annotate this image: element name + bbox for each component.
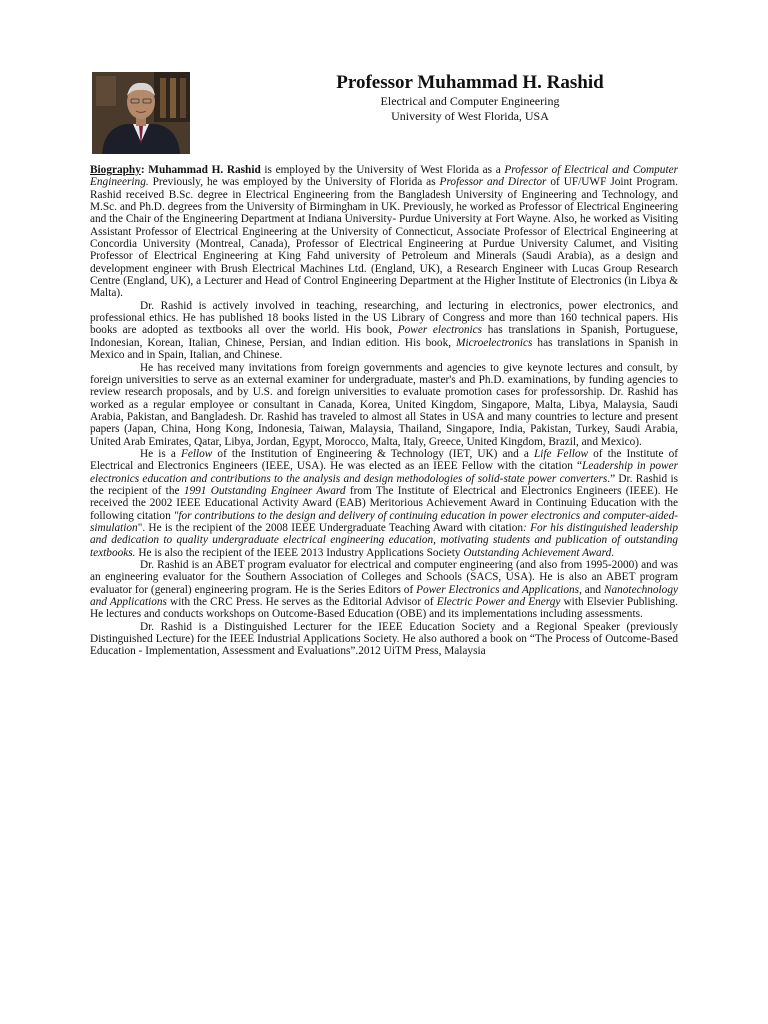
header [250,72,690,124]
bio-text: Professor of Electrical and Computer Engineering. [90,164,679,189]
bio-text: He is a [140,447,181,460]
bio-text: Electric Power and Energy [436,596,561,609]
bio-text: from The Institute of Electrical and Electronics Engineers (IEEE). He received the 2002 IEEE Educational Activity Award (EAB) Meritorious Achievement Award in Continuing Education with the following citation [90,484,678,522]
person-name: Professor Muhammad H. Rashid [336,72,604,93]
bio-paragraph-6 [90,621,678,658]
bio-text: Professor and Director [439,176,547,189]
bio-text: "for contributions to the design and delivery of continuing education in power electronics and computer-aided-simulation [90,509,678,534]
bio-text: : [140,164,149,176]
portrait-photo [92,72,190,154]
bio-text: Dr. Rashid is actively involved in teaching, researching, and lecturing in electronics, power electronics, and professional ethics. He has published 18 books listed in the US Library of Congress and more than 160 technical papers. His books are adopted as textbooks all over the world. His book, [90,299,678,337]
bio-text: ". He is the recipient of the 2008 IEEE Undergraduate Teaching Award with citation [137,521,524,534]
portrait-image [92,72,190,154]
bio-text: He is also the recipient of the IEEE 2013 Industry Applications Society [135,546,464,559]
bio-paragraph-5 [90,559,678,621]
biography [90,164,678,658]
bio-text: Power Electronics and Applications [416,583,580,596]
bio-text: Leadership in power electronics education and contributions to the analysis and design methodologies of solid-state power converters [90,460,678,485]
bio-text: Fellow [180,447,213,460]
bio-text: He has received many invitations from foreign governments and agencies to give keynote lectures and consult, by foreign universities to serve as an external examiner for undergraduate, master's and Ph.D. examinations, by funding agencies to review research proposals, and by U.S. and foreign universities to evaluate promotion cases for professorship. Dr. Rashid has worked as a regular employee or consultant in Canada, Korea, United Kingdom, Singapore, Malta, Libya, Malaysia, Saudi Arabia, Pakistan, and Bangladesh. Dr. Rashid has traveled to almost all States in USA and many countries to lecture and present papers (Japan, China, Hong Kong, Indonesia, Taiwan, Malaysia, Thailand, Singapore, India, Pakistan, Turkey, Saudi Arabia, United Arab Emirates, Qatar, Libya, Jordan, Egypt, Morocco, Malta, Italy, Greece, United Kingdom, Brazil, and Mexico). [90,361,678,448]
bio-text: is employed by the University of West Florida as a [260,164,505,176]
bio-text: of UF/UWF Joint Program. Rashid received B.Sc. degree in Electrical Engineering from the Bangladesh University of Engineering and Technology, and M.Sc. and Ph.D. degrees from the University of Birmingham in UK. Previously, he worked as Professor of Electrical Engineering and the Chair of the Engineering Department at Indiana University- Purdue University at Fort Wayne. Also, he worked as Visiting Assistant Professor of Electrical Engineering at the University of Connecticut, Associate Professor of Electrical Engineering at Concordia University (Montreal, Canada), Professor of Electrical Engineering at Purdue University Calumet, and Visiting Professor of Electrical Engineering at King Fahd university of Petroleum and Minerals (Saudi Arabia), as a design and development engineer with Brush Electrical Machines Ltd. (England, UK), a Research Engineer with Lucas Group Research Centre (England, UK), a Lecturer and Head of Control Engineering Department at the Higher Institute of Electronics (in Libya & Malta). [90,176,678,300]
bio-text: : For his distinguished leadership and dedication to quality undergraduate electrical engineering education, motivating students and publication of outstanding textbooks. [90,521,678,559]
bio-text: Life Fellow [534,447,589,460]
bio-text: . [611,546,615,559]
bio-text: with Elsevier Publishing. He lectures and conducts workshops on Outcome-Based Education (OBE) and its implementations including assessments. [90,596,678,621]
bio-text: Dr. Rashid is an ABET program evaluator for electrical and computer engineering (and also from 1995-2000) and was an engineering evaluator for the Southern Association of Colleges and Schools (SACS, USA). He is also an ABET program evaluator for (general) engineering program. He is the Series Editors of [90,559,678,596]
bio-paragraph-2 [90,300,678,362]
bio-text: Dr. Rashid is a Distinguished Lecturer for the IEEE Education Society and a Regional Speaker (previously Distinguished Lecture) for the IEEE Industrial Applications Society. He also authored a book on “The Process of Outcome-Based Education - Implementation, Assessment and Evaluations”.2012 UiTM Press, Malaysia [90,620,678,658]
bio-text: Previously, he was employed by the University of Florida as [148,176,440,189]
bio-text: Nanotechnology and Applications [90,583,678,609]
bio-text: Muhammad H. Rashid [148,164,261,176]
university: University of West Florida, USA [391,109,549,123]
bio-paragraph-4 [90,448,678,559]
bio-text: has translations in Spanish, Portuguese, Indonesian, Korean, Italian, Chinese, Persian, and Indian edition. His book, [90,324,678,349]
bio-text: 1991 Outstanding Engineer Award [183,484,346,497]
bio-paragraph-1 [90,164,678,300]
bio-paragraph-3 [90,362,678,448]
bio-text: with the CRC Press. He serves as the Editorial Advisor of [166,596,437,609]
bio-text: has translations in Spanish in Mexico and in Spain, Italian, and Chinese. [90,336,678,362]
biography-label: Biography [90,164,141,176]
bio-text: , and [579,583,604,596]
bio-text: Outstanding Achievement Award [463,546,612,559]
bio-text: of the Institute of Electrical and Electronics Engineers (IEEE, USA). He was elected as an IEEE Fellow with the citation “ [90,447,678,473]
bio-text: Power electronics [397,324,483,337]
bio-text: of the Institution of Engineering & Technology (IET, UK) and a [212,447,534,460]
bio-text: Microelectronics [456,336,533,349]
department: Electrical and Computer Engineering [380,94,560,108]
bio-text: .” Dr. Rashid is the recipient of the [90,472,679,497]
